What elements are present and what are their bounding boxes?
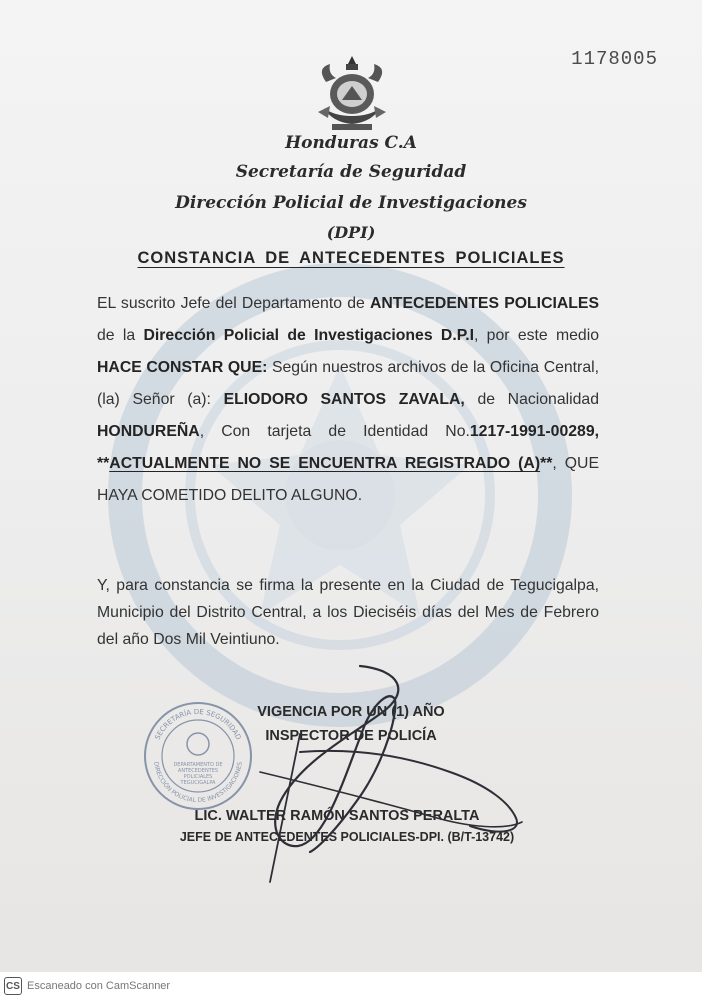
body-text: , por este medio <box>474 327 599 344</box>
validity-line: VIGENCIA POR UN (1) AÑO <box>257 704 445 720</box>
scanner-footer-text: Escaneado con CamScanner <box>27 980 171 992</box>
body-text: , QUE HAYA COMETIDO DELITO ALGUNO. <box>97 455 600 504</box>
body-text: EL suscrito Jefe del Departamento de <box>97 295 370 312</box>
header-acronym: (DPI) <box>326 223 376 242</box>
signatory-name: LIC. WALTER RAMÓN SANTOS PERALTA <box>194 808 480 824</box>
body-bold-department: ANTECEDENTES POLICIALES <box>369 295 599 312</box>
certificate-body <box>97 288 599 512</box>
body-bold-asterisks: ** <box>540 455 553 472</box>
seal-outer-text: SECRETARÍA DE SEGURIDAD <box>153 707 243 742</box>
body-bold-id-number: 1217-1991-00289, <box>469 423 599 440</box>
inspector-line: INSPECTOR DE POLICÍA <box>265 728 437 744</box>
signatory-title: JEFE DE ANTECEDENTES POLICIALES-DPI. (B/T-13742) <box>179 830 515 844</box>
camscanner-logo-icon: CS <box>4 977 22 995</box>
document-title: CONSTANCIA DE ANTECEDENTES POLICIALES <box>137 249 565 267</box>
body-text: de la <box>97 327 144 344</box>
body-bold-directorate: Dirección Policial de Investigaciones D.P.I <box>143 327 474 344</box>
body-text: , Con tarjeta de Identidad No. <box>199 423 470 440</box>
header-country: Honduras C.A <box>285 133 417 153</box>
body-text: Según nuestros archivos de la Oficina Central, (la) Señor (a): <box>97 359 600 408</box>
seal-inner-line2: ANTECEDENTES <box>177 768 219 774</box>
honduras-coat-of-arms-icon <box>312 52 392 134</box>
seal-inner-line3: POLICIALES <box>183 774 213 780</box>
seal-inner-line4: TEGUCIGALPA <box>180 780 216 786</box>
seal-bottom-text: DIRECCIÓN POLICIAL DE INVESTIGACIONES <box>152 761 244 805</box>
body-text: de Nacionalidad <box>464 391 599 408</box>
body-bold-asterisks: ** <box>97 455 110 472</box>
closing-paragraph: Y, para constancia se firma la presente en la Ciudad de Tegucigalpa, Municipio del Distrito Central, a los Dieciséis días del Mes de Febrero del año Dos Mil Veintiuno. <box>97 577 599 648</box>
header-ministry: Secretaría de Seguridad <box>235 162 467 182</box>
seal-inner-line1: DEPARTAMENTO DE <box>173 762 223 768</box>
body-bold-nationality: HONDUREÑA <box>97 423 200 440</box>
body-bold-person-name: ELIODORO SANTOS ZAVALA, <box>223 391 465 408</box>
header-directorate: Dirección Policial de Investigaciones <box>175 193 527 213</box>
body-bold-certifies: HACE CONSTAR QUE: <box>97 359 268 376</box>
serial-number: 1178005 <box>571 48 658 70</box>
scanner-footer <box>0 972 702 1000</box>
body-bold-not-registered: ACTUALMENTE NO SE ENCUENTRA REGISTRADO (A) <box>109 455 541 472</box>
